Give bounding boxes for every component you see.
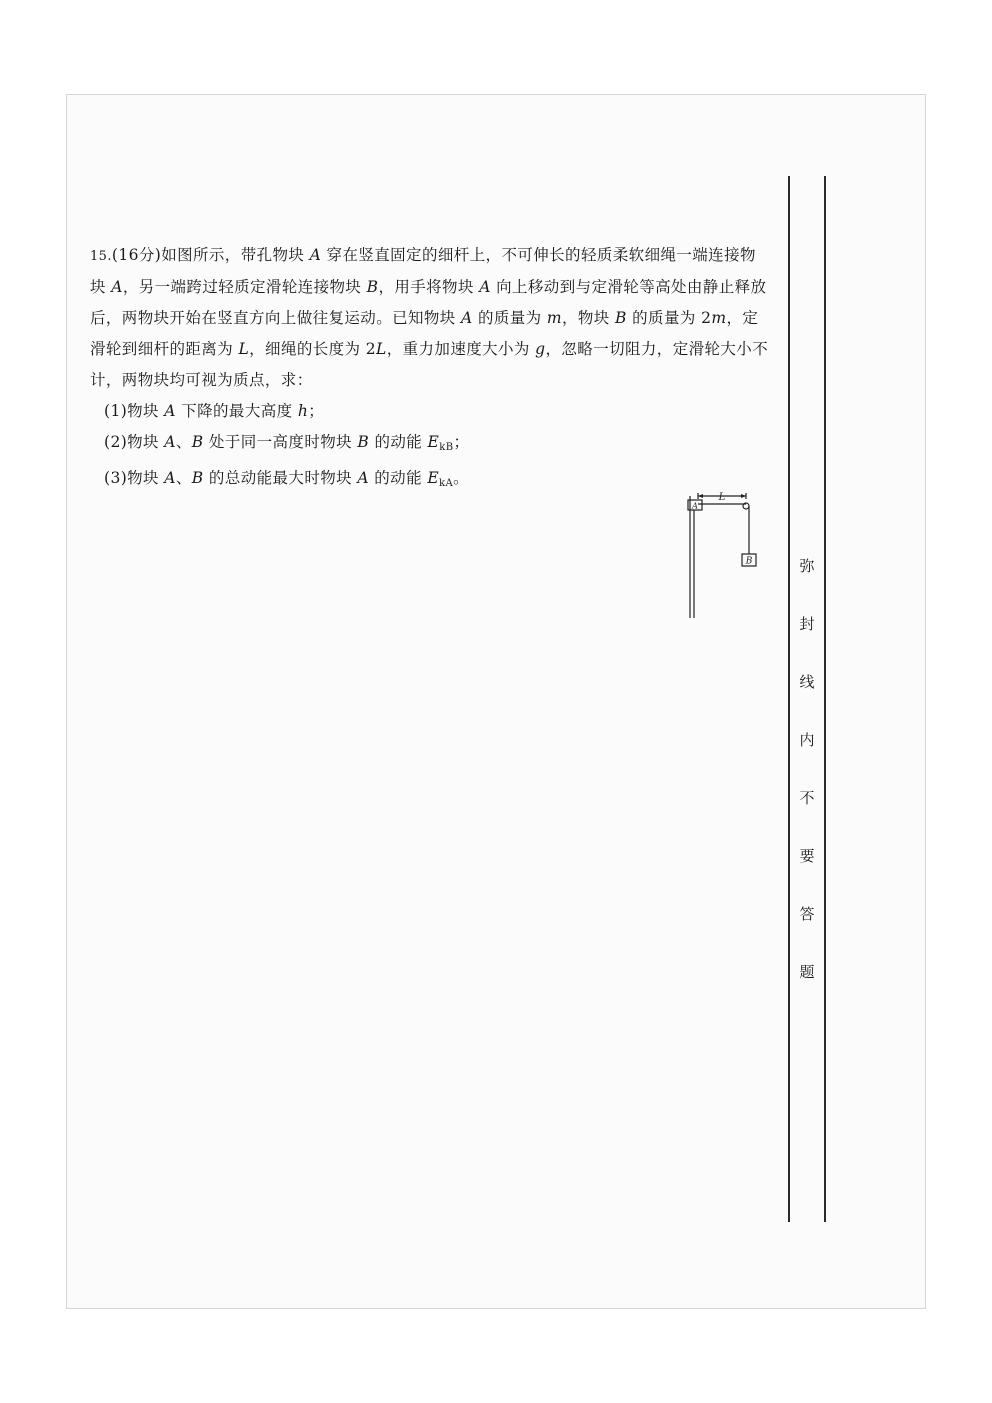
stem-text: ，物块 xyxy=(562,309,616,327)
stem-var: A xyxy=(479,278,491,296)
seal-line-left xyxy=(788,176,790,1222)
seal-line-right xyxy=(824,176,826,1222)
stem-text: ，用手将物块 xyxy=(378,278,480,296)
block-b-label: B xyxy=(745,556,753,567)
sub-question-3 xyxy=(90,463,770,499)
sub-text: 处于同一高度时物块 xyxy=(203,433,358,451)
stem-text: 如图所示，带孔物块 xyxy=(161,246,310,264)
seal-notice xyxy=(796,556,818,1020)
stem-var: g xyxy=(535,340,546,358)
sub-text: (1)物块 xyxy=(104,402,165,420)
seal-char: 不 xyxy=(799,789,815,807)
stem-text: ，细绳的长度为 2 xyxy=(249,340,377,358)
sub-question-2 xyxy=(90,427,770,463)
seal-char: 弥 xyxy=(799,557,815,575)
sub-var: h xyxy=(297,402,309,420)
dimension-arrow-left xyxy=(698,494,703,498)
stem-text: ，重力加速度大小为 xyxy=(386,340,536,358)
stem-var: m xyxy=(546,309,562,327)
sub-text: 、 xyxy=(175,433,192,451)
sub-var: B xyxy=(191,433,204,451)
stem-var: A xyxy=(309,246,322,264)
stem-var: A xyxy=(461,309,473,327)
question-points: (16分) xyxy=(111,246,162,264)
sub-var: B xyxy=(191,469,204,487)
stem-text: 穿在竖直固定的细杆上，不可伸长的轻质柔软细绳一端连接物块 xyxy=(90,246,756,296)
sub-text: (3)物块 xyxy=(104,469,165,487)
sub-text: ； xyxy=(453,433,470,451)
sub-text: 。 xyxy=(453,469,470,487)
stem-text: ，定滑轮到细杆的距离为 xyxy=(90,309,759,358)
sub-text: 下降的最大高度 xyxy=(175,402,298,420)
seal-char: 内 xyxy=(799,731,815,749)
stem-text: 的质量为 xyxy=(472,309,547,327)
stem-var: A xyxy=(111,278,123,296)
question-stem xyxy=(90,240,770,396)
seal-char: 题 xyxy=(799,963,815,981)
sub-var: E xyxy=(427,469,440,487)
sub-text: 的动能 xyxy=(369,433,428,451)
sub-subscript: kA xyxy=(439,478,454,489)
stem-var: L xyxy=(376,340,387,358)
stem-text: ，另一端跨过轻质定滑轮连接物块 xyxy=(122,278,367,296)
sub-text: (2)物块 xyxy=(104,433,165,451)
stem-var: B xyxy=(366,278,379,296)
pulley-figure xyxy=(684,490,774,620)
sub-text: 的动能 xyxy=(368,469,428,487)
sub-var: A xyxy=(164,469,176,487)
sub-question-1 xyxy=(90,396,770,427)
seal-char: 要 xyxy=(799,847,815,865)
sub-text: 的总动能最大时物块 xyxy=(203,469,358,487)
sub-var: A xyxy=(357,469,369,487)
sub-text: ； xyxy=(308,402,325,420)
stem-text: ，忽略一切阻力，定滑轮大小不计，两物块均可视为质点，求： xyxy=(90,340,769,389)
stem-text: 向上移动到与定滑轮等高处由静止释放后，两物块开始在竖直方向上做往复运动。已知物块 xyxy=(90,278,767,327)
stem-var: L xyxy=(238,340,250,358)
sub-var: B xyxy=(357,433,370,451)
sub-var: A xyxy=(164,433,176,451)
seal-char: 封 xyxy=(799,615,815,633)
question-15 xyxy=(90,240,770,499)
sub-text: 、 xyxy=(175,469,192,487)
sub-var: E xyxy=(427,433,440,451)
stem-var: m xyxy=(711,309,727,327)
sub-subscript: kB xyxy=(439,442,454,453)
block-a-label: A xyxy=(692,501,698,511)
dimension-arrow-right xyxy=(741,494,746,498)
sub-var: A xyxy=(164,402,176,420)
question-number: 15. xyxy=(90,249,112,264)
seal-char: 线 xyxy=(799,673,815,691)
stem-text: 的质量为 2 xyxy=(626,309,712,327)
stem-var: B xyxy=(615,309,627,327)
seal-char: 答 xyxy=(799,905,815,923)
distance-label: L xyxy=(718,492,726,503)
